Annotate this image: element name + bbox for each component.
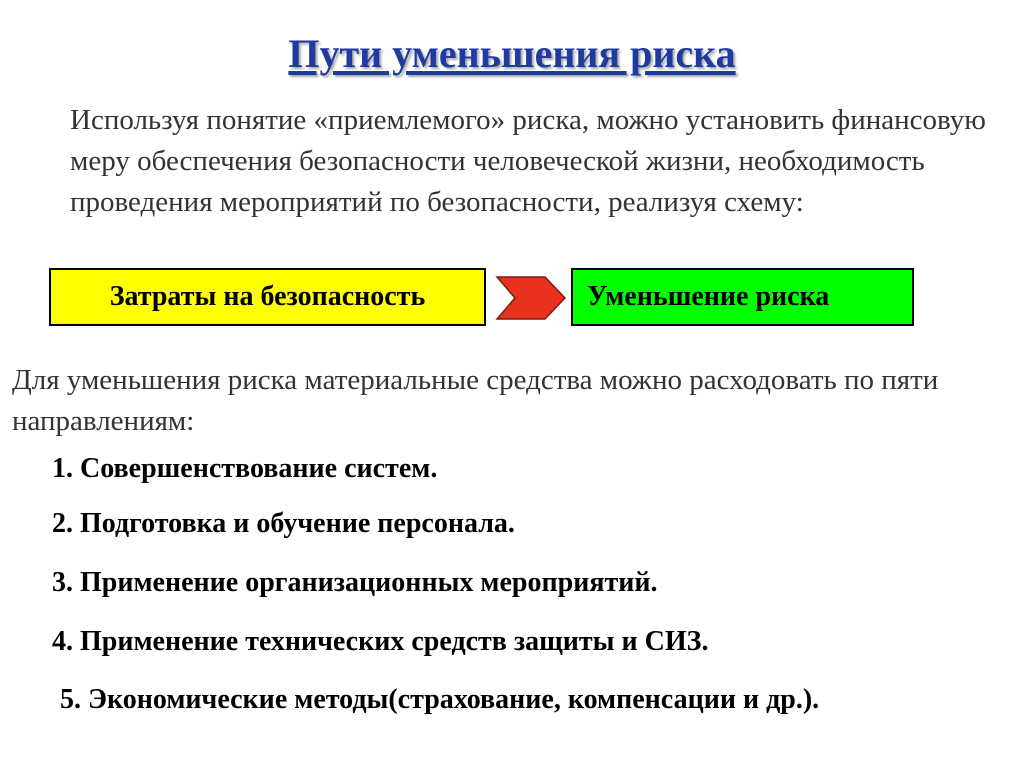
directions-intro-text: Для уменьшения риска материальные средства можно расходовать по пяти направлениям: — [12, 364, 939, 437]
scheme-box-risk-reduction — [571, 268, 914, 326]
slide-title: Пути уменьшения риска — [288, 31, 736, 76]
intro-text: Используя понятие «приемлемого» риска, можно установить финансовую меру обеспечения безопасности человеческой жизни, необходимость проведения мероприятий по безопасности, реализуя схему: — [70, 104, 986, 218]
list-item: 1. Совершенствование систем. — [52, 453, 438, 484]
chevron-arrow-right-icon — [495, 275, 567, 321]
list-item: 2. Подготовка и обучение персонала. — [52, 508, 515, 539]
scheme-box-risk-reduction-label: Уменьшение риска — [587, 281, 830, 312]
scheme-box-costs — [49, 268, 486, 326]
list-item: 3. Применение организационных мероприятий. — [52, 567, 658, 598]
list-item: 4. Применение технических средств защиты и СИЗ. — [52, 626, 709, 657]
list-item: 5. Экономические методы(страхование, компенсации и др.). — [60, 684, 820, 715]
scheme-box-costs-label: Затраты на безопасность — [109, 281, 426, 312]
